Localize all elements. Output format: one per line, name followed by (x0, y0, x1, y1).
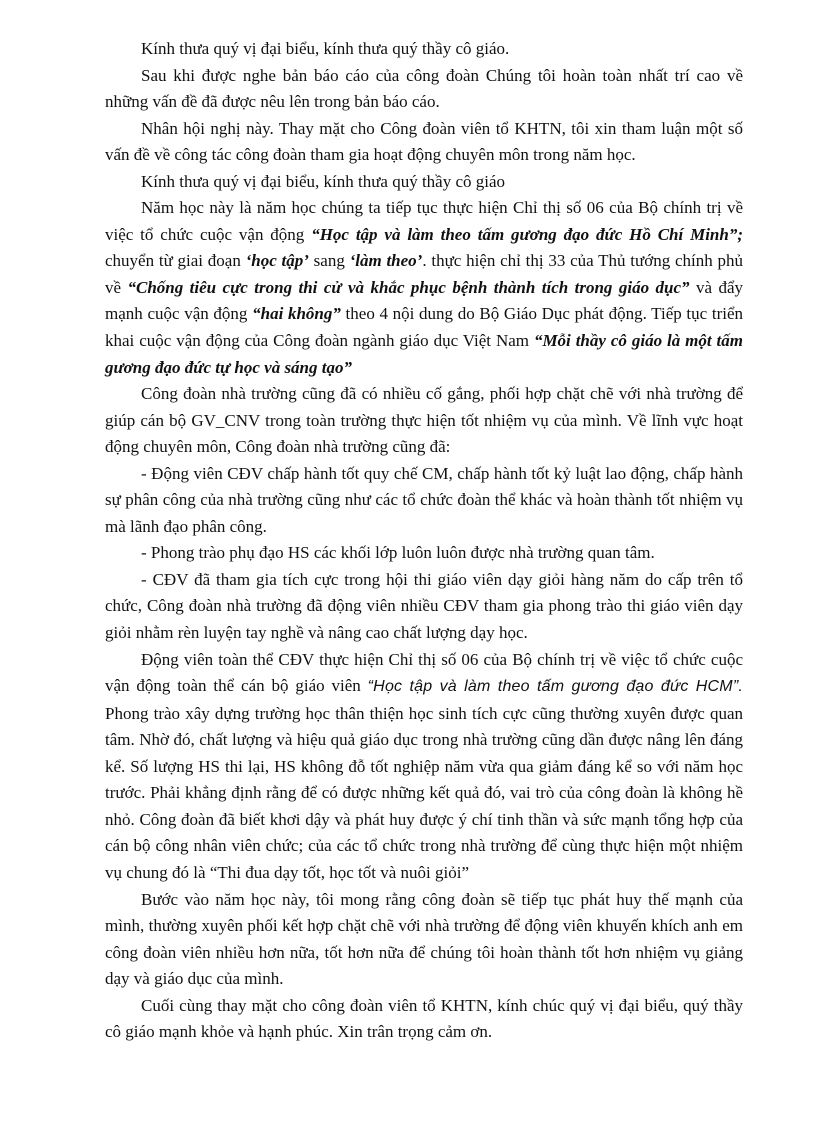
campaign-text-3: sang (308, 251, 350, 271)
closing-paragraph: Cuối cùng thay mặt cho công đoàn viên tổ KHTN, kính chúc quý vị đại biểu, quý thầy cô giáo mạnh khỏe và hạnh phúc. Xin trân trọng cảm ơn. (105, 995, 743, 1042)
bullet-teacher-contest-paragraph: - CĐV đã tham gia tích cực trong hội thi giáo viên dạy giỏi hàng năm do cấp trên tổ chức, Công đoàn nhà trường đã động viên nhiều CĐV tham gia phong trào thi giáo viên dạy giỏi nhằm rèn luyện tay nghề và nâng cao chất lượng dạy học. (105, 569, 743, 643)
greeting-paragraph: Kính thưa quý vị đại biểu, kính thưa quý thầy cô giáo. (141, 39, 510, 58)
campaign-quote-tam-guong: “Mỗi thầy cô giáo là một tấm gương đạo đức tự học và sáng tạo” (105, 331, 743, 377)
campaign-text-2: chuyển từ giai đoạn (105, 251, 246, 271)
bullet-tutoring-paragraph: - Phong trào phụ đạo HS các khối lớp luôn luôn được nhà trường quan tâm. (141, 543, 655, 563)
campaign-quote-hoc-tap: ‘học tập’ (245, 251, 309, 271)
campaign-text-4: . thực hiện chỉ thị 33 của Thủ tướng chính phủ về (105, 251, 743, 297)
results-paragraph (105, 647, 743, 887)
campaign-quote-ho-chi-minh: “Học tập và làm theo tấm gương đạo đức Hồ Chí Minh”; (311, 224, 744, 244)
union-efforts-paragraph: Công đoàn nhà trường cũng đã có nhiều cố gắng, phối hợp chặt chẽ với nhà trường để giúp cán bộ GV_CNV trong toàn trường thực hiện tốt nhiệm vụ của mình. Về lĩnh vực hoạt động chuyên môn, Công đoàn nhà trường cũng đã: (105, 384, 743, 457)
campaign-quote-hai-khong: “hai không” (252, 304, 341, 324)
new-year-paragraph: Bước vào năm học này, tôi mong rằng công đoàn sẽ tiếp tục phát huy thế mạnh của mình, thường xuyên phối kết hợp chặt chẽ với nhà trường để động viên khuyến khích anh em công đoàn viên nhiều hơn nữa, tốt hơn nữa để chúng tôi hoàn thành tốt hơn nhiệm vụ giảng dạy và giáo dục của mình. (105, 889, 743, 989)
campaign-quote-lam-theo: ‘làm theo’ (349, 251, 423, 271)
bullet-encourage-paragraph: - Động viên CĐV chấp hành tốt quy chế CM, chấp hành tốt kỷ luật lao động, chấp hành sự phân công của nhà trường cũng như các tổ chức đoàn thể khác và hoàn thành tốt nhiệm vụ mà lãnh đạo phân công. (105, 463, 743, 536)
introduction-paragraph: Nhân hội nghị này. Thay mặt cho Công đoàn viên tổ KHTN, tôi xin tham luận một số vấn đề về công tác công đoàn tham gia hoạt động chuyên môn trong năm học. (105, 118, 743, 165)
campaign-paragraph (105, 195, 743, 381)
campaign-text-6: theo 4 nội dung do Bộ Giáo Dục phát động. Tiếp tục triển khai cuộc vận động của Công đoàn ngành giáo dục Việt Nam (105, 304, 744, 351)
results-text-1: Động viên toàn thể CĐV thực hiện Chỉ thị số 06 của Bộ chính trị về việc tổ chức cuộc vận động toàn thể cán bộ giáo viên (105, 649, 743, 696)
results-quote-hcm: “Học tập và làm theo tấm gương đạo đức HCM”. (367, 678, 743, 696)
campaign-text-5: và đẩy mạnh cuộc vận động (105, 277, 743, 324)
agreement-paragraph: Sau khi được nghe bản báo cáo của công đoàn Chúng tôi hoàn toàn nhất trí cao về những vấn đề đã được nêu lên trong bản báo cáo. (105, 65, 743, 112)
results-text-2: Phong trào xây dựng trường học thân thiện học sinh tích cực cũng thường xuyên được quan tâm. Nhờ đó, chất lượng và hiệu quả giáo dục trong nhà trường cũng dần được nâng lên đáng kể. Số lượng HS thi lại, HS không đỗ tốt nghiệp năm vừa qua giảm đáng kể so với năm học trước. Phải khẳng định rằng để có được những kết quả đó, vai trò của công đoàn là không hề nhỏ. Công đoàn đã biết khơi dậy và phát huy được ý chí tinh thần và sức mạnh tổng hợp của cán bộ công nhân viên chức; của các tổ chức trong nhà trường để cùng thực hiện một nhiệm vụ chung đó là “Thi đua dạy tốt, học tốt và nuôi giỏi” (105, 703, 743, 882)
second-greeting-paragraph: Kính thưa quý vị đại biểu, kính thưa quý thầy cô giáo (141, 171, 506, 191)
campaign-quote-chong-tieu-cuc: “Chống tiêu cực trong thi cử và khắc phục bệnh thành tích trong giáo dục” (127, 277, 690, 297)
campaign-text-1: Năm học này là năm học chúng ta tiếp tục thực hiện Chỉ thị số 06 của Bộ chính trị về việc tổ chức cuộc vận động (105, 198, 743, 244)
